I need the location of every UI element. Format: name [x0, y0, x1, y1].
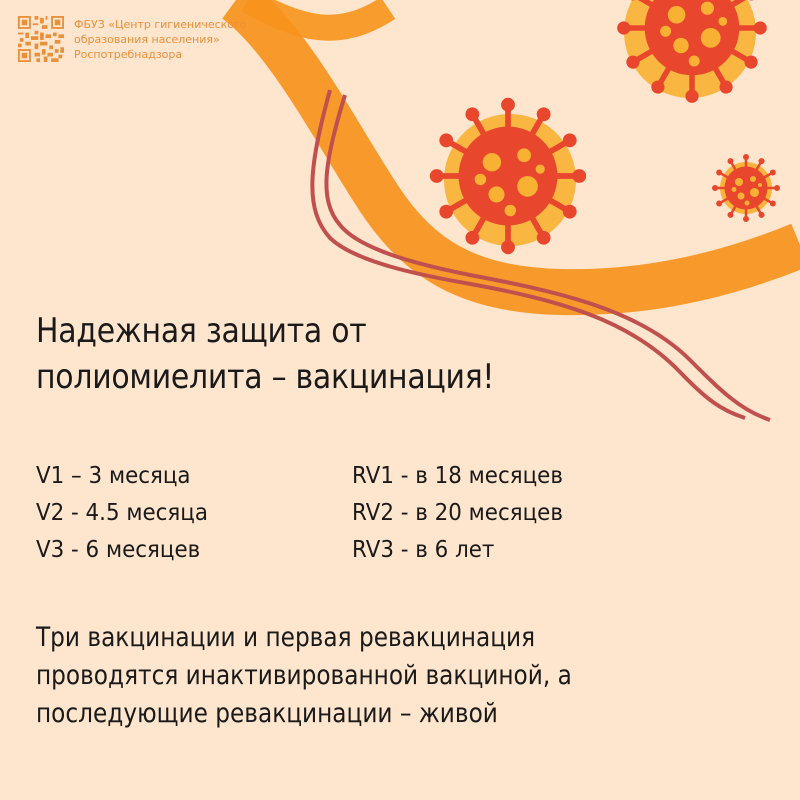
headline-line: Надежная защита от	[36, 311, 367, 351]
headline-line: полиомиелита – вакцинация!	[36, 357, 495, 397]
vaccine-note	[36, 619, 572, 733]
header	[18, 16, 247, 62]
schedule-item: RV2 - в 20 месяцев	[352, 500, 563, 526]
note-line: последующие ревакцинации – живой	[36, 698, 498, 729]
virus-icon	[712, 154, 780, 222]
qr-code-icon	[18, 16, 64, 62]
revaccination-schedule	[352, 458, 563, 569]
headline	[36, 308, 494, 400]
organization-name	[74, 17, 247, 62]
virus-icon	[430, 98, 586, 254]
schedule-item: RV3 - в 6 лет	[352, 537, 495, 563]
schedule-item: RV1 - в 18 месяцев	[352, 463, 563, 489]
schedule-item: V2 - 4.5 месяца	[36, 500, 208, 526]
org-line: образования населения»	[74, 33, 220, 46]
org-line: Роспотребнадзора	[74, 48, 183, 61]
schedule-item: V3 - 6 месяцев	[36, 537, 201, 563]
note-line: Три вакцинации и первая ревакцинация	[36, 622, 536, 653]
orange-ribbon-tail	[248, 0, 388, 28]
org-line: ФБУЗ «Центр гигиенического	[74, 18, 247, 31]
schedule-item: V1 – 3 месяца	[36, 463, 191, 489]
note-line: проводятся инактивированной вакциной, а	[36, 660, 572, 691]
vaccination-schedule	[36, 458, 208, 569]
